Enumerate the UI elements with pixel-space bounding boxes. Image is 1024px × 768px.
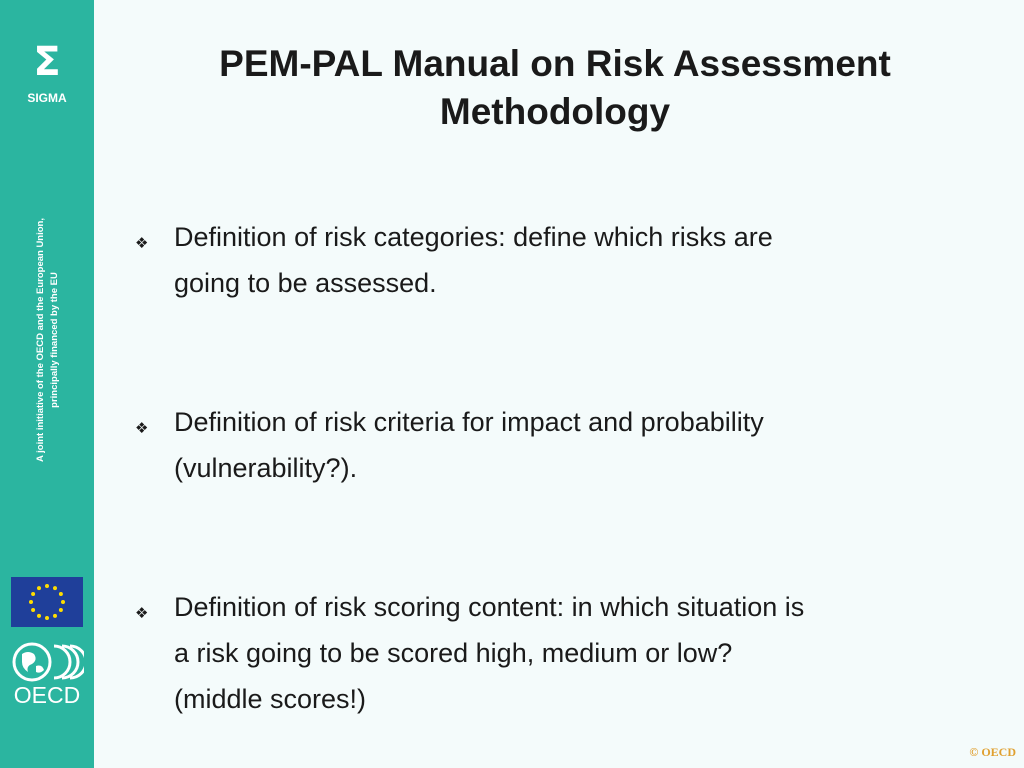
side-note-line-1: A joint initiative of the OECD and the European Union, [35, 218, 46, 463]
bullet-line: (vulnerability?). [174, 453, 358, 483]
bullet-line: Definition of risk scoring content: in which situation is [174, 592, 805, 622]
diamond-bullet-icon: ❖ [135, 419, 149, 437]
diamond-bullet-icon: ❖ [135, 234, 149, 252]
sidebar [0, 0, 94, 768]
slide-title [150, 40, 960, 136]
sidebar-initiative-note [34, 180, 62, 500]
copyright-notice: © OECD [969, 745, 1016, 759]
diamond-bullet-icon: ❖ [135, 604, 149, 622]
bullet-text [174, 584, 994, 722]
bullet-line: Definition of risk criteria for impact and probability [174, 407, 764, 437]
bullet-line: (middle scores!) [174, 684, 367, 714]
oecd-label: OECD [13, 682, 81, 708]
bullet-text [174, 214, 994, 306]
bullet-line: Definition of risk categories: define which risks are [174, 222, 773, 252]
sigma-logo-icon: Σ [33, 39, 61, 85]
eu-flag-icon [11, 577, 83, 627]
bullet-line: going to be assessed. [174, 268, 437, 298]
sigma-label: SIGMA [27, 91, 67, 105]
slide-title-line-1: PEM-PAL Manual on Risk Assessment [219, 43, 891, 84]
slide-title-line-2: Methodology [439, 91, 671, 132]
bullet-text [174, 399, 994, 491]
side-note-line-2: principally financed by the EU [49, 272, 60, 408]
bullet-line: a risk going to be scored high, medium or low? [174, 638, 733, 668]
